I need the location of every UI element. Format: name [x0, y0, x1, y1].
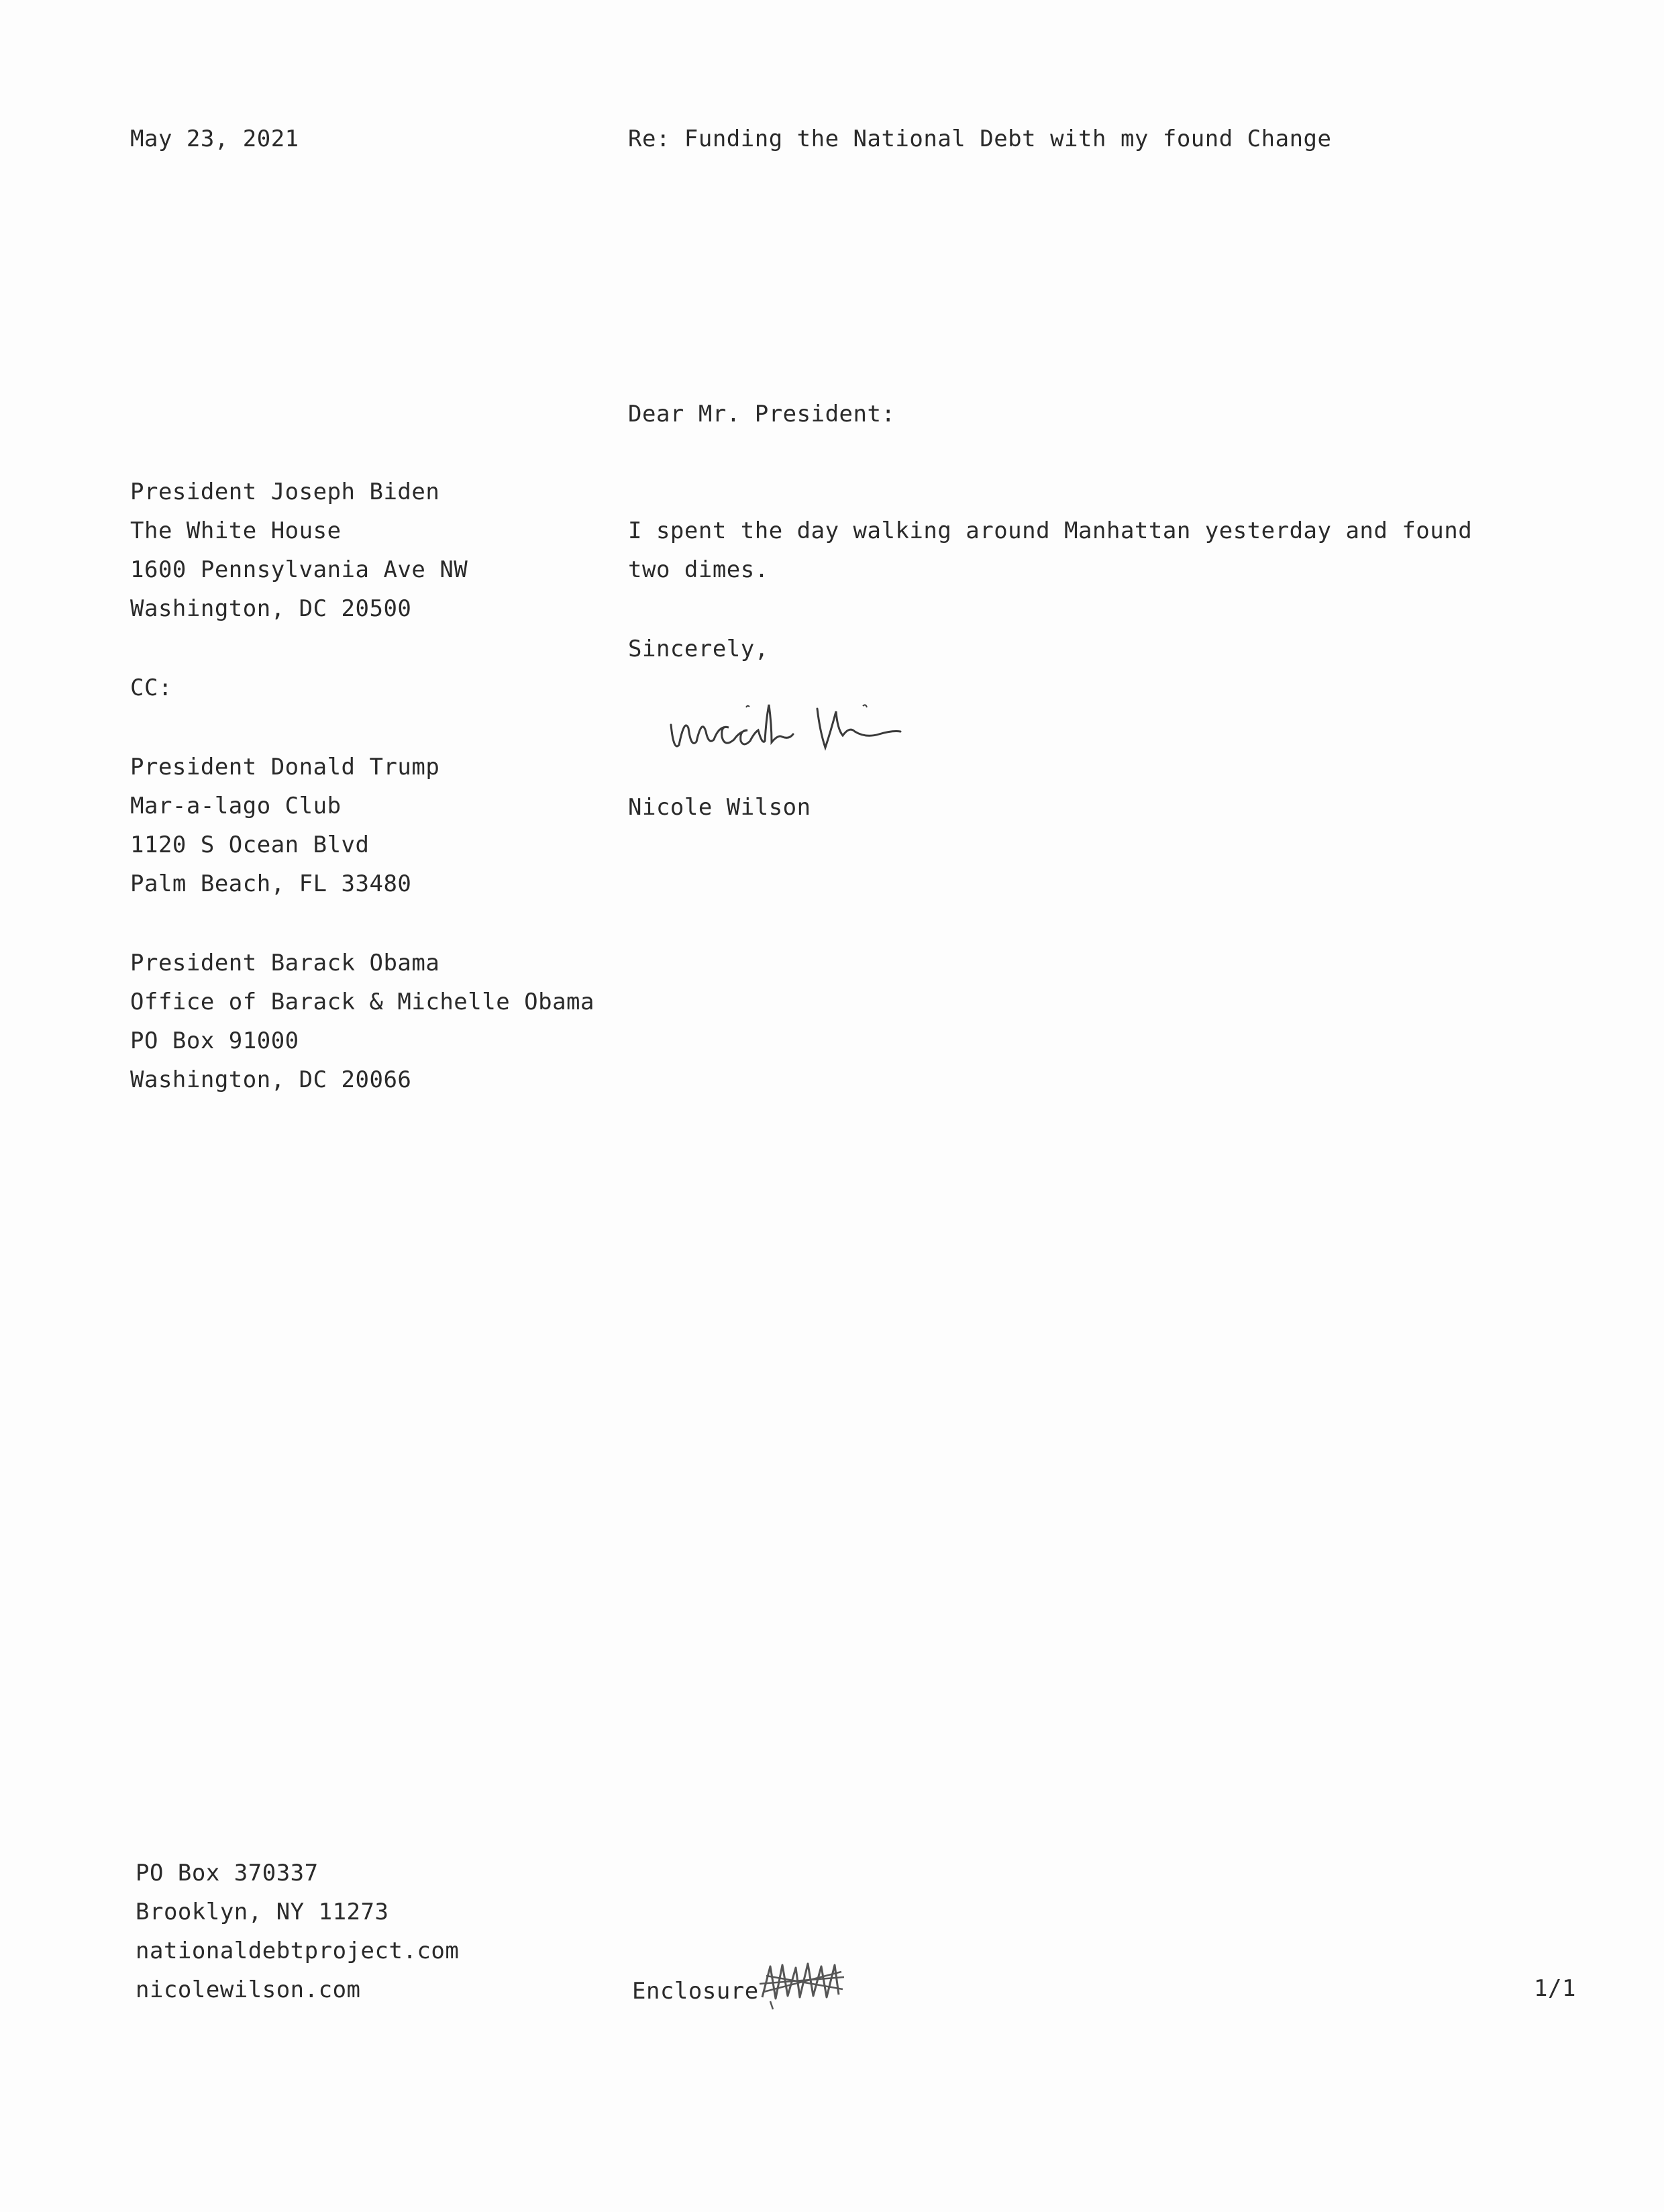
cc-recipient-trump [130, 748, 439, 903]
sender-website: nicolewilson.com [136, 1976, 361, 2003]
signer-name: Nicole Wilson [628, 794, 811, 821]
recipient-line-4: Washington, DC 20500 [130, 595, 412, 622]
recipient-line-2: The White House [130, 517, 342, 544]
enclosure-label: Enclosure [632, 1978, 759, 2005]
sender-address [136, 1854, 459, 2009]
page-number: 1/1 [1534, 1975, 1576, 2002]
recipient-name: President Joseph Biden [130, 479, 440, 505]
salutation: Dear Mr. President: [628, 401, 896, 428]
sender-line: PO Box 370337 [136, 1860, 319, 1887]
cc-address-line: Washington, DC 20066 [130, 1066, 412, 1093]
cc-address-line: Mar-a-lago Club [130, 793, 342, 819]
cc-label: CC: [130, 674, 172, 701]
cc-address-line: 1120 S Ocean Blvd [130, 832, 370, 858]
sender-line: Brooklyn, NY 11273 [136, 1899, 389, 1925]
letter-date: May 23, 2021 [130, 125, 299, 152]
letter-body: I spent the day walking around Manhattan yesterday and found two dimes. [628, 517, 1473, 583]
cc-address-line: PO Box 91000 [130, 1027, 299, 1054]
subject-line: Re: Funding the National Debt with my found Change [628, 125, 1332, 152]
scribble-mark [757, 1957, 851, 2011]
sender-website: nationaldebtproject.com [136, 1938, 460, 1964]
recipient-line-3: 1600 Pennsylvania Ave NW [130, 556, 468, 583]
cc-address-line: Palm Beach, FL 33480 [130, 870, 412, 897]
cc-address-line: Office of Barack & Michelle Obama [130, 989, 595, 1015]
handwritten-signature [664, 678, 1000, 765]
closing: Sincerely, [628, 636, 769, 662]
cc-recipient-obama [130, 944, 594, 1099]
cc-recipient-name: President Donald Trump [130, 754, 440, 781]
cc-recipient-name: President Barack Obama [130, 950, 440, 976]
recipient-address [130, 472, 468, 628]
